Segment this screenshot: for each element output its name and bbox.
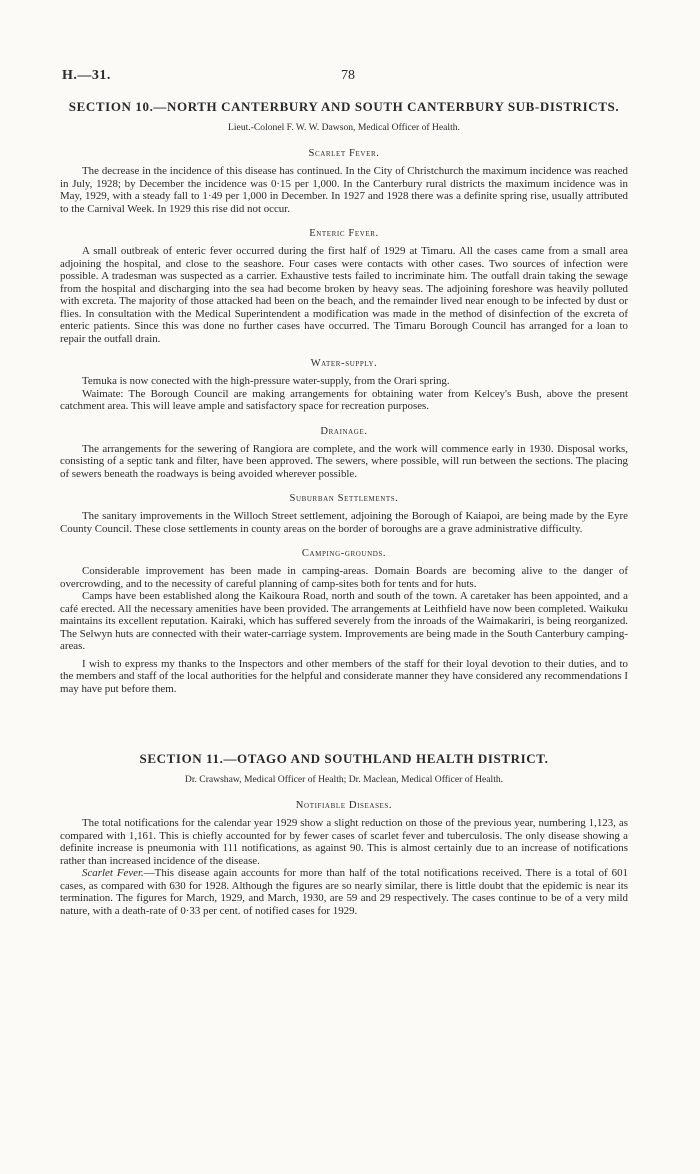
enteric-fever-paragraph: A small outbreak of enteric fever occurred during the first half of 1929 at Timaru. All the cases came from a small area adjoining the hospital, and close to the seashore. Four cases were contacts with other cases. Two sources of infection were possible. A tradesman was suspected as a carrier. Exhaustive tests failed to incriminate him. The outfall drain taking the sewage from the hospital and discharging into the sea had become broken by heavy seas. The adjoining foreshore was heavily polluted with excreta. The majority of those attacked had been on the beach, and the remainder lived near enough to be infected by dust or flies. In consultation with the Medical Superintendent a modification was made in the method of disinfection of the excreta of enteric patients. Since this was done no further cases have occurred. The Timaru Borough Council has arranged for a loan to repair the outfall drain.	[60, 245, 628, 345]
suburban-settlements-paragraph: The sanitary improvements in the Willoch Street settlement, adjoining the Borough of Kaiapoi, are being made by the Eyre County Council. These close settlements in county areas on the border of boroughs are a grave administrative difficulty.	[60, 510, 628, 535]
water-supply-paragraph-2: Waimate: The Borough Council are making arrangements for obtaining water from Kelcey's Bush, above the present catchment area. This will leave ample and satisfactory space for recreation purposes.	[60, 387, 628, 412]
section-11-officers: Dr. Crawshaw, Medical Officer of Health; Dr. Maclean, Medical Officer of Health.	[184, 774, 504, 785]
section-10-officer: Lieut.-Colonel F. W. W. Dawson, Medical Officer of Health.	[228, 122, 460, 133]
section-10-title: SECTION 10.—NORTH CANTERBURY AND SOUTH CANTERBURY SUB-DISTRICTS.	[68, 99, 620, 114]
water-supply-heading: Water-supply.	[310, 358, 378, 369]
scarlet-fever-otago-text: —This disease again accounts for more than half of the total notifications received. There is a total of 601 cases, as compared with 630 for 1928. Although the figures are so nearly similar, there is little doubt that the epidemic is near its termination. The figures for March, 1929, and March, 1930, are 59 and 29 respectively. The cases continue to be of a very mild nature, with a death-rate of 0·33 per cent. of notified cases for 1929.	[60, 867, 628, 917]
scarlet-fever-lead: Scarlet Fever.	[82, 867, 144, 879]
notifiable-diseases-paragraph: The total notifications for the calendar year 1929 show a slight reduction on those of the previous year, numbering 1,123, as compared with 1,161. This is chiefly accounted for by fewer cases of scarlet fever and tuberculosis. The only disease showing a definite increase is pneumonia with 111 notifications, as against 90. This is almost certainly due to an increase of notifications rather than increased incidence of the disease.	[60, 817, 628, 867]
camping-grounds-heading: Camping-grounds.	[301, 548, 387, 559]
report-reference: H.—31.	[62, 68, 111, 83]
water-supply-paragraph-1: Temuka is now conected with the high-pressure water-supply, from the Orari spring.	[82, 375, 450, 387]
camping-grounds-paragraph-2: Camps have been established along the Kaikoura Road, north and south of the town. A caretaker has been appointed, and a café erected. All the necessary amenities have been provided. The arrangements at Leithfield have now been completed. Waikuku maintains its excellent reputation. Kairaki, which has suffered severely from the inroads of the Waimakariri, is being reorganized. The Selwyn huts are connected with their water-carriage system. Improvements are being made in the South Canterbury camping-areas.	[60, 590, 628, 652]
section-11-title: SECTION 11.—OTAGO AND SOUTHLAND HEALTH DISTRICT.	[139, 751, 549, 766]
thanks-paragraph: I wish to express my thanks to the Inspectors and other members of the staff for their loyal devotion to their duties, and to the members and staff of the local authorities for the helpful and considerate manner they have considered any recommendations I may have put before them.	[60, 657, 628, 695]
page-body	[60, 99, 628, 917]
drainage-heading: Drainage.	[320, 425, 368, 437]
scarlet-fever-paragraph: The decrease in the incidence of this disease has continued. In the City of Christchurch the maximum incidence was reached in July, 1928; by December the incidence was 0·15 per 1,000. In the Canterbury rural districts the maximum incidence was in May, 1929, with a steady fall to 1·49 per 1,000 in December. In 1927 and 1928 there was a definite spring rise, usually attributed to the Carnival Week. In 1929 this rise did not occur.	[60, 165, 628, 215]
notifiable-diseases-heading: Notifiable Diseases.	[295, 800, 393, 811]
enteric-fever-heading: Enteric Fever.	[309, 228, 379, 239]
camping-grounds-paragraph-1: Considerable improvement has been made in camping-areas. Domain Boards are becoming alive to the danger of overcrowding, and to the necessity of careful planning of camp-sites both for tents and for huts.	[60, 565, 628, 590]
scarlet-fever-otago-paragraph	[60, 867, 628, 917]
page-number: 78	[341, 68, 355, 83]
drainage-paragraph: The arrangements for the sewering of Rangiora are complete, and the work will commence early in 1930. Disposal works, consisting of a septic tank and filter, have been approved. The sewers, where possible, will run between the sections. The placing of sewers beneath the roadways is being avoided wherever possible.	[60, 442, 628, 480]
scarlet-fever-heading: Scarlet Fever.	[308, 148, 380, 159]
suburban-settlements-heading: Suburban Settlements.	[289, 493, 399, 504]
